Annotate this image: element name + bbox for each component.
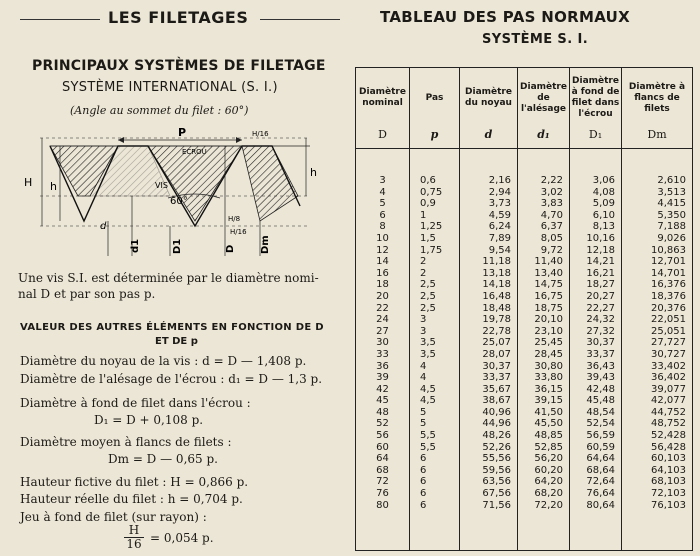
table-cell: 68,20: [518, 488, 570, 500]
table-cell: 18,48: [460, 303, 518, 315]
angle-label: 60°: [170, 196, 188, 207]
table-cell: 0,75: [410, 187, 460, 199]
table-row: [356, 279, 693, 291]
table-row: [356, 326, 693, 338]
table-row: [356, 384, 693, 396]
table-cell: 3,06: [570, 175, 622, 187]
table-cell: 25,07: [460, 337, 518, 349]
table-cell: 0,6: [410, 175, 460, 187]
values-heading-1: VALEUR DES AUTRES ÉLÉMENTS EN FONCTION DE D: [20, 322, 324, 333]
table-row: [356, 210, 693, 222]
table-cell: 2,94: [460, 187, 518, 199]
table-cell: 80: [376, 499, 389, 511]
table-cell: 52,85: [518, 442, 570, 454]
table-cell: 67,56: [460, 488, 518, 500]
H-label: H: [24, 176, 33, 189]
table-cell: 8,05: [518, 233, 570, 245]
thread-pitch-table: [355, 67, 693, 551]
table-cell: 5,350: [622, 210, 693, 222]
table-cell: 6: [410, 500, 460, 512]
table-cell: 4,415: [622, 198, 693, 210]
table-cell: 3,83: [518, 198, 570, 210]
table-row: [356, 465, 693, 477]
table-row: [356, 198, 693, 210]
table-cell: 68: [376, 464, 389, 476]
table-title: TABLEAU DES PAS NORMAUX: [380, 8, 631, 26]
table-cell: 1,75: [410, 245, 460, 257]
table-cell: 48,85: [518, 430, 570, 442]
formula-flancs-value: Dm = D — 0,65 p.: [108, 452, 218, 466]
table-cell: 3,513: [622, 187, 693, 199]
table-cell: 39,43: [570, 372, 622, 384]
table-cell: 6: [410, 453, 460, 465]
table-row: [356, 500, 693, 512]
table-cell: 13,40: [518, 268, 570, 280]
table-cell: 20: [376, 290, 389, 302]
formula-jeu-fraction: [124, 524, 144, 551]
table-cell: 11,40: [518, 256, 570, 268]
table-cell: 6,10: [570, 210, 622, 222]
table-row: [356, 442, 693, 454]
table-cell: 20,376: [622, 303, 693, 315]
table-row: [356, 187, 693, 199]
formula-jeu-label: Jeu à fond de filet (sur rayon) :: [20, 510, 207, 524]
table-cell: 72,64: [570, 476, 622, 488]
table-cell: 13,18: [460, 268, 518, 280]
formula-fond-label: Diamètre à fond de filet dans l'écrou :: [20, 396, 251, 410]
table-cell: 10: [376, 232, 389, 244]
table-cell: 24: [376, 314, 389, 326]
table-row: [356, 256, 693, 268]
table-cell: 3,5: [410, 349, 460, 361]
header-rule-left: [20, 19, 100, 20]
table-row: [356, 245, 693, 257]
table-cell: 16,75: [518, 291, 570, 303]
table-cell: 0,9: [410, 198, 460, 210]
table-subtitle: SYSTÈME S. I.: [482, 32, 589, 47]
table-cell: 60,20: [518, 465, 570, 477]
table-cell: 52,54: [570, 418, 622, 430]
table-cell: 52,26: [460, 442, 518, 454]
table-cell: 16,376: [622, 279, 693, 291]
table-row: [356, 221, 693, 233]
table-cell: 6: [379, 209, 386, 221]
col-header-symbol: p: [410, 128, 460, 149]
table-cell: 16: [376, 267, 389, 279]
table-cell: 56,428: [622, 442, 693, 454]
formula-noyau: Diamètre du noyau de la vis : d = D — 1,408 p.: [20, 354, 307, 368]
table-cell: 1: [410, 210, 460, 222]
table-cell: 7,188: [622, 221, 693, 233]
table-body: [356, 149, 693, 551]
table-row: [356, 395, 693, 407]
col-header-label: Diamètre à flancs de filets: [622, 68, 693, 129]
table-cell: 6: [410, 476, 460, 488]
table-cell: 48: [376, 406, 389, 418]
table-cell: 33,37: [570, 349, 622, 361]
table-cell: 6: [410, 488, 460, 500]
table-cell: 18,376: [622, 291, 693, 303]
table-cell: 33,80: [518, 372, 570, 384]
table-row: [356, 488, 693, 500]
table-cell: 52,428: [622, 430, 693, 442]
table-cell: 40,96: [460, 407, 518, 419]
table-row: [356, 476, 693, 488]
table-header-symbols: [356, 128, 693, 149]
h-label: h: [50, 180, 57, 193]
H16-bottom-label: H/16: [230, 228, 247, 236]
d-label: d: [100, 221, 107, 232]
col-header-label: Diamètre de l'alésage: [518, 68, 570, 129]
table-cell: 63,56: [460, 476, 518, 488]
table-cell: 23,10: [518, 326, 570, 338]
page-title: LES FILETAGES: [108, 8, 249, 27]
table-cell: 33,402: [622, 361, 693, 373]
table-cell: 45,48: [570, 395, 622, 407]
table-cell: 8: [379, 221, 386, 233]
table-cell: 44,96: [460, 418, 518, 430]
table-cell: 2,16: [460, 175, 518, 187]
table-cell: 3,02: [518, 187, 570, 199]
table-filler-row: [356, 511, 693, 550]
table-cell: 2: [410, 256, 460, 268]
table-cell: 30,37: [460, 361, 518, 373]
table-row: [356, 337, 693, 349]
table-cell: 60,103: [622, 453, 693, 465]
table-row: [356, 418, 693, 430]
table-cell: 72,103: [622, 488, 693, 500]
table-cell: 5: [410, 418, 460, 430]
table-cell: 12: [376, 244, 389, 256]
angle-note: (Angle au sommet du filet : 60°): [70, 104, 249, 117]
table-spacer-row: [356, 149, 693, 176]
table-cell: 76: [376, 488, 389, 500]
col-header-symbol: D: [356, 128, 410, 149]
table-header-labels: [356, 68, 693, 129]
table-cell: 45,50: [518, 418, 570, 430]
table-row: [356, 233, 693, 245]
col-header-symbol: d: [460, 128, 518, 149]
table-cell: 64,103: [622, 465, 693, 477]
H16-top-label: H/16: [252, 130, 269, 138]
table-cell: 4,5: [410, 384, 460, 396]
formula-fond-value: D₁ = D + 0,108 p.: [94, 413, 204, 427]
table-cell: 36,43: [570, 361, 622, 373]
formula-hauteur-reelle: Hauteur réelle du filet : h = 0,704 p.: [20, 492, 243, 506]
table-cell: 4: [410, 372, 460, 384]
section-subtitle: SYSTÈME INTERNATIONAL (S. I.): [62, 80, 278, 95]
table-row: [356, 314, 693, 326]
table-cell: 10,16: [570, 233, 622, 245]
table-cell: 30,80: [518, 361, 570, 373]
table-cell: 56: [376, 430, 389, 442]
table-cell: 72,20: [518, 500, 570, 512]
table-row: [356, 361, 693, 373]
table-cell: 20,10: [518, 314, 570, 326]
table-cell: 22,051: [622, 314, 693, 326]
table-cell: 64: [376, 453, 389, 465]
table-cell: 5,5: [410, 430, 460, 442]
table-cell: 48,54: [570, 407, 622, 419]
Dm-label: Dm: [260, 235, 271, 254]
table-cell: 56,59: [570, 430, 622, 442]
table-cell: 4,08: [570, 187, 622, 199]
table-cell: 33,37: [460, 372, 518, 384]
table-cell: 4: [379, 186, 386, 198]
table-cell: 41,50: [518, 407, 570, 419]
table-cell: 35,67: [460, 384, 518, 396]
table-cell: 76,64: [570, 488, 622, 500]
d1-label: d1: [130, 238, 141, 253]
screw-label: VIS: [155, 181, 168, 190]
table-cell: 30: [376, 337, 389, 349]
table-cell: 36: [376, 360, 389, 372]
table-cell: 3,73: [460, 198, 518, 210]
table-cell: 16,21: [570, 268, 622, 280]
table-cell: 6,37: [518, 221, 570, 233]
table-cell: 36,15: [518, 384, 570, 396]
table-cell: 44,752: [622, 407, 693, 419]
table-row: [356, 175, 693, 187]
table-cell: 10,863: [622, 245, 693, 257]
table-cell: 14,18: [460, 279, 518, 291]
table-row: [356, 303, 693, 315]
table-cell: 25,45: [518, 337, 570, 349]
col-header-label: Diamètre nominal: [359, 87, 406, 108]
table-cell: 14,75: [518, 279, 570, 291]
h-right-label: h: [310, 166, 317, 179]
table-cell: 52: [376, 418, 389, 430]
table-cell: 4,59: [460, 210, 518, 222]
table-cell: 3: [410, 314, 460, 326]
table-cell: 2,5: [410, 291, 460, 303]
col-header-label: Pas: [410, 68, 460, 129]
table-cell: 42,077: [622, 395, 693, 407]
formula-alesage: Diamètre de l'alésage de l'écrou : d₁ = D — 1,3 p.: [20, 372, 323, 386]
table-cell: 25,051: [622, 326, 693, 338]
table-cell: 4,70: [518, 210, 570, 222]
table-cell: 30,727: [622, 349, 693, 361]
D1-label: D1: [172, 238, 183, 254]
table-cell: 39,15: [518, 395, 570, 407]
col-header-symbol: Dm: [622, 128, 693, 149]
table-cell: 39: [376, 372, 389, 384]
table-cell: 64,20: [518, 476, 570, 488]
table-cell: 33: [376, 348, 389, 360]
table-cell: 30,37: [570, 337, 622, 349]
table-cell: 9,026: [622, 233, 693, 245]
formula-jeu-value: = 0,054 p.: [150, 531, 214, 545]
header-rule-right: [260, 19, 340, 20]
table-cell: 42: [376, 383, 389, 395]
pitch-label: P: [178, 126, 187, 139]
table-cell: 68,103: [622, 476, 693, 488]
table-cell: 38,67: [460, 395, 518, 407]
table-cell: 68,64: [570, 465, 622, 477]
table-cell: 24,32: [570, 314, 622, 326]
table-cell: 2,610: [622, 175, 693, 187]
table-cell: 60,59: [570, 442, 622, 454]
table-cell: 11,18: [460, 256, 518, 268]
table-cell: 48,752: [622, 418, 693, 430]
table-cell: 12,18: [570, 245, 622, 257]
table-cell: 6,24: [460, 221, 518, 233]
col-header-label: Diamètre du noyau: [460, 68, 518, 129]
table-row: [356, 407, 693, 419]
formula-flancs-label: Diamètre moyen à flancs de filets :: [20, 435, 232, 449]
H8-label: H/8: [228, 215, 241, 223]
table-cell: 8,13: [570, 221, 622, 233]
table-cell: 22,27: [570, 303, 622, 315]
table-cell: 2,22: [518, 175, 570, 187]
fraction-numerator: H: [124, 524, 144, 538]
table-cell: 3: [379, 175, 386, 186]
left-header: [20, 6, 340, 32]
table-cell: 14: [376, 256, 389, 268]
table-cell: 71,56: [460, 500, 518, 512]
table-cell: 28,45: [518, 349, 570, 361]
table-row: [356, 349, 693, 361]
table-cell: 14,701: [622, 268, 693, 280]
table-cell: 27,727: [622, 337, 693, 349]
table-row: [356, 372, 693, 384]
table-cell: 80,64: [570, 500, 622, 512]
table-row: [356, 453, 693, 465]
table-cell: 36,402: [622, 372, 693, 384]
table-cell: 59,56: [460, 465, 518, 477]
table-cell: 4: [410, 361, 460, 373]
table-cell: 2,5: [410, 303, 460, 315]
table-cell: 45: [376, 395, 389, 407]
table-cell: 22: [376, 302, 389, 314]
intro-line-2: nal D et par son pas p.: [18, 287, 156, 301]
col-header-symbol: d₁: [518, 128, 570, 149]
table-cell: 55,56: [460, 453, 518, 465]
table-cell: 64,64: [570, 453, 622, 465]
table-cell: 2: [410, 268, 460, 280]
col-header-label: Diamètre à fond de filet dans l'écrou: [570, 68, 622, 129]
table-cell: 76,103: [622, 500, 693, 512]
table-cell: 5,5: [410, 442, 460, 454]
table-cell: 18,27: [570, 279, 622, 291]
table-cell: 72: [376, 476, 389, 488]
col-header-symbol: D₁: [570, 128, 622, 149]
table-cell: 18: [376, 279, 389, 291]
table-cell: 3: [410, 326, 460, 338]
thread-profile-diagram: [20, 126, 325, 261]
table-cell: 9,72: [518, 245, 570, 257]
table-cell: 27,32: [570, 326, 622, 338]
table-cell: 6: [410, 465, 460, 477]
table-cell: 48,26: [460, 430, 518, 442]
table-row: [356, 430, 693, 442]
table-cell: 27: [376, 325, 389, 337]
table-cell: 12,701: [622, 256, 693, 268]
table-cell: 14,21: [570, 256, 622, 268]
table-cell: 16,48: [460, 291, 518, 303]
table-cell: 5: [379, 198, 386, 210]
table-cell: 9,54: [460, 245, 518, 257]
table-cell: 28,07: [460, 349, 518, 361]
table-cell: 60: [376, 441, 389, 453]
table-cell: 22,78: [460, 326, 518, 338]
table-cell: 19,78: [460, 314, 518, 326]
values-heading-2: ET DE p: [155, 336, 198, 347]
table-cell: 56,20: [518, 453, 570, 465]
table-cell: 18,75: [518, 303, 570, 315]
formula-hauteur-fictive: Hauteur fictive du filet : H = 0,866 p.: [20, 475, 249, 489]
table-cell: 42,48: [570, 384, 622, 396]
table-cell: 7,89: [460, 233, 518, 245]
table-cell: 4,5: [410, 395, 460, 407]
table-cell: 2,5: [410, 279, 460, 291]
table-row: [356, 268, 693, 280]
table-cell: 5,09: [570, 198, 622, 210]
table-cell: 5: [410, 407, 460, 419]
fraction-denominator: 16: [126, 537, 142, 551]
nut-label: ECROU: [182, 148, 207, 156]
table-cell: 1,25: [410, 221, 460, 233]
table-cell: 1,5: [410, 233, 460, 245]
table-row: [356, 291, 693, 303]
table-cell: 39,077: [622, 384, 693, 396]
table-cell: 20,27: [570, 291, 622, 303]
section-title: PRINCIPAUX SYSTÈMES DE FILETAGE: [32, 58, 326, 74]
table-cell: 3,5: [410, 337, 460, 349]
D-label: D: [225, 244, 236, 253]
intro-line-1: Une vis S.I. est déterminée par le diamètre nomi-: [18, 271, 319, 285]
